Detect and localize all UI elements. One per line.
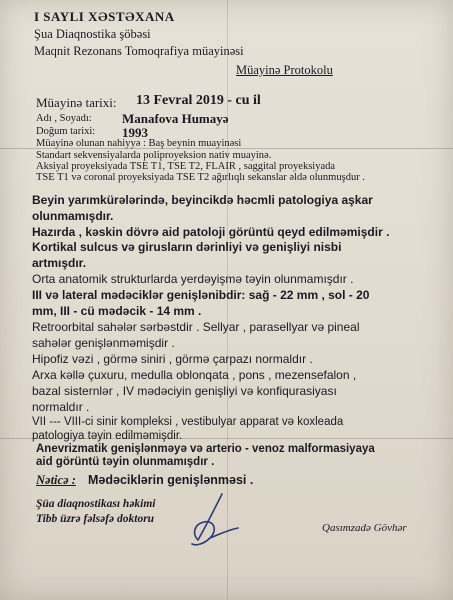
findings-line: mm, III - cü mədəcik - 14 mm . bbox=[32, 304, 202, 318]
doctor-position: Şüa diaqnostikası həkimi bbox=[36, 498, 156, 510]
findings-line: artmışdır. bbox=[32, 256, 87, 270]
conclusion-value: Mədəciklərin genişlənməsi . bbox=[88, 473, 254, 487]
department-name: Şua Diaqnostika şöbəsi bbox=[34, 27, 151, 41]
findings-line: patologiya təyin edilməmişdir. bbox=[32, 430, 183, 442]
protocol-title: Müayinə Protokolu bbox=[236, 63, 333, 77]
conclusion-label: Nəticə : bbox=[36, 473, 76, 487]
exam-sequences-line-1: Aksiyal proyeksiyada TSE T1, TSE T2, FLAIR , saggital proyeksiyada bbox=[36, 161, 336, 172]
findings-line: Hipofiz vəzi , görmə siniri , görmə çarpazı normaldır . bbox=[32, 352, 313, 366]
unit-name: Maqnit Rezonans Tomoqrafiya müayinəsi bbox=[34, 44, 244, 58]
patient-name-label: Adı , Soyadı: bbox=[36, 113, 92, 124]
handwritten-signature bbox=[184, 490, 244, 548]
findings-line: Kortikal sulcus və girusların dərinliyi və genişliyi nisbi bbox=[32, 240, 342, 254]
findings-line: bazal sisternlər , IV mədəciyin genişliyi və konfiqurasiyası bbox=[32, 384, 337, 398]
findings-line: Beyin yarımkürələrində, beyincikdə həcmli patologiya aşkar bbox=[32, 193, 373, 207]
findings-line: Anevrizmatik genişlənməyə və arterio - venoz malformasiyaya bbox=[36, 443, 375, 455]
findings-line: Arxa kəllə çuxuru, medulla oblonqata , pons , mezensefalon , bbox=[32, 368, 357, 382]
exam-date-value: 13 Fevral 2019 - cu il bbox=[136, 93, 261, 108]
doctor-name: Qasımzadə Gövhər bbox=[322, 522, 407, 534]
doctor-degree: Tibb üzrə fəlsəfə doktoru bbox=[36, 513, 155, 525]
birth-date-label: Doğum tarixi: bbox=[36, 126, 96, 137]
findings-line: aid görüntü təyin olunmamışdır . bbox=[36, 456, 215, 468]
hospital-name: I SAYLI XƏSTƏXANA bbox=[34, 9, 175, 24]
patient-name-value: Manafova Humayə bbox=[122, 111, 229, 126]
birth-date-value: 1993 bbox=[122, 125, 148, 140]
findings-line: III və lateral mədəciklər genişlənibdir: sağ - 22 mm , sol - 20 bbox=[32, 288, 370, 302]
exam-date-label: Müayinə tarixi: bbox=[36, 95, 117, 110]
findings-line: VII --- VIII-ci sinir kompleksi , vestibulyar apparat və koxleada bbox=[32, 416, 344, 428]
exam-area: Müayinə olunan nahiyyə : Baş beynin muayinəsi bbox=[36, 138, 242, 149]
exam-method: Standart sekvensiyalarda poliproyeksion nativ muayinə. bbox=[36, 150, 272, 161]
findings-line: Hazırda , kəskin dövrə aid patoloji görüntü qeyd edilməmişdir . bbox=[32, 225, 390, 239]
findings-line: sahələr genişlənməmişdir . bbox=[32, 336, 175, 350]
findings-line: Orta anatomik strukturlarda yerdəyişmə təyin olunmamışdır . bbox=[32, 272, 354, 286]
exam-sequences-line-2: TSE T1 və coronal proyeksiyada TSE T2 ağırlıqlı sekanslar əldə olunmuşdur . bbox=[36, 172, 365, 183]
findings-line: Retroorbital sahələr sərbəstdir . Sellyar , parasellyar və pineal bbox=[32, 320, 360, 334]
findings-line: normaldır . bbox=[32, 400, 90, 414]
findings-line: olunmamışdır. bbox=[32, 209, 114, 223]
